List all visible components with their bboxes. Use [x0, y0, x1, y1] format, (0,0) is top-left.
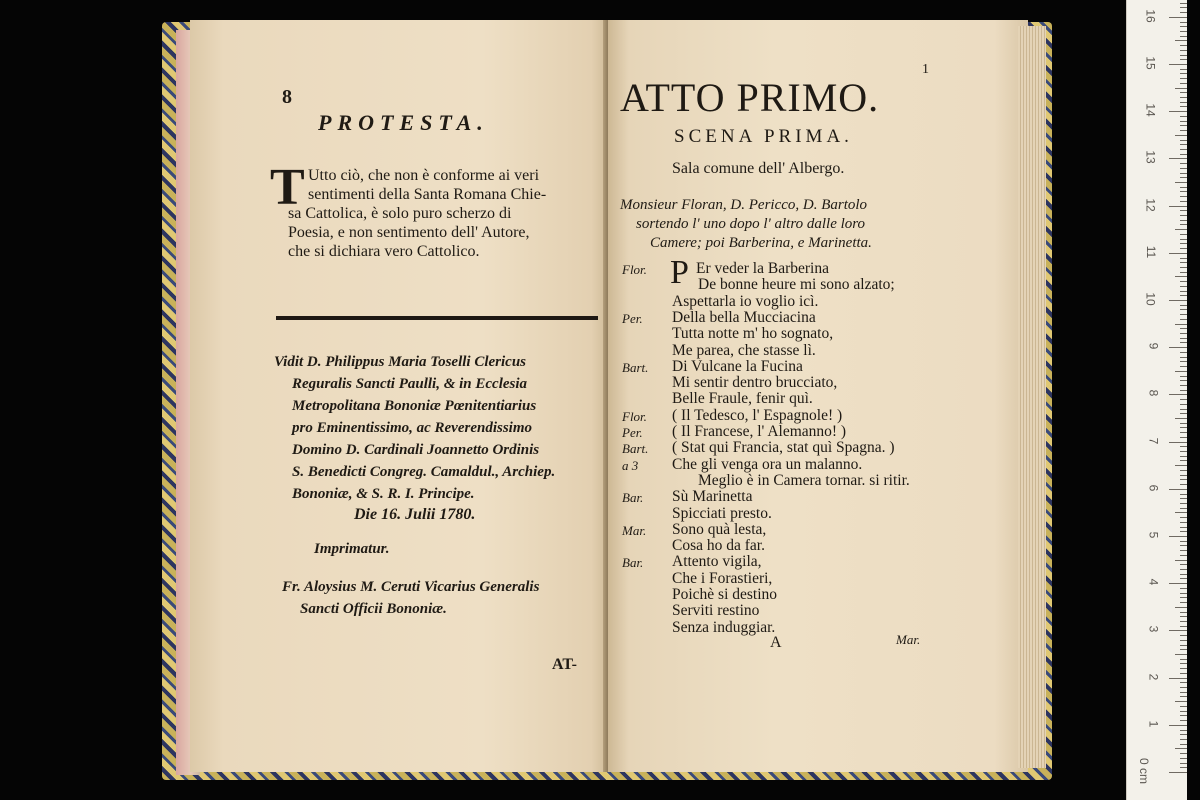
ruler-tick	[1180, 588, 1187, 589]
ruler-tick	[1180, 55, 1187, 56]
ruler-tick	[1180, 460, 1187, 461]
ruler-tick	[1175, 40, 1187, 41]
ruler-tick	[1180, 720, 1187, 721]
ruler-tick	[1175, 701, 1187, 702]
ruler-label: 9	[1146, 342, 1161, 350]
ruler-tick	[1180, 78, 1187, 79]
ruler-tick	[1180, 36, 1187, 37]
ruler-tick	[1180, 59, 1187, 60]
ruler-tick	[1180, 413, 1187, 414]
page-edges	[1018, 26, 1046, 768]
ruler-tick	[1180, 144, 1187, 145]
verse-line: Tutta notte m' ho sognato,	[672, 325, 834, 343]
ruler-tick	[1175, 748, 1187, 749]
ruler-tick	[1180, 602, 1187, 603]
approval-line: Reguralis Sancti Paulli, & in Ecclesia	[292, 376, 528, 392]
ruler-tick	[1180, 564, 1187, 565]
ruler-tick	[1180, 220, 1187, 221]
ruler-tick	[1180, 149, 1187, 150]
ruler-tick	[1180, 668, 1187, 669]
speaker-label: Bar.	[622, 490, 644, 506]
ruler-tick	[1180, 706, 1187, 707]
ruler-tick	[1175, 607, 1187, 608]
verse-line: Poichè si destino	[672, 586, 778, 603]
ruler-tick	[1169, 158, 1187, 159]
ruler-tick	[1180, 196, 1187, 197]
ruler-tick	[1180, 12, 1187, 13]
verse-line: Serviti restino	[672, 602, 760, 620]
ruler-tick	[1180, 574, 1187, 575]
ruler-tick	[1180, 593, 1187, 594]
speaker-label: Per.	[622, 425, 643, 440]
ruler-label: 15	[1143, 56, 1158, 70]
ruler-tick	[1180, 621, 1187, 622]
ruler-label: 4	[1146, 578, 1161, 586]
speaker-label: Mar.	[622, 522, 647, 538]
ruler-label: 12	[1143, 197, 1158, 212]
ruler-tick	[1180, 767, 1187, 768]
ruler-tick	[1180, 409, 1187, 410]
ruler-tick	[1180, 390, 1187, 391]
ruler-tick	[1180, 475, 1187, 476]
verse-line: Sù Marinetta	[672, 488, 753, 506]
ruler-tick	[1180, 730, 1187, 731]
catchword-right: Mar.	[896, 632, 921, 647]
ruler-tick	[1169, 347, 1187, 348]
ruler-tick	[1180, 97, 1187, 98]
ruler-tick	[1180, 734, 1187, 735]
ruler-tick	[1180, 319, 1187, 320]
approval-date: Die 16. Julii 1780.	[354, 506, 476, 523]
verse-line: ( Il Tedesco, l' Espagnole! )	[672, 406, 843, 424]
ruler-tick	[1180, 376, 1187, 377]
ruler-label: 3	[1146, 626, 1161, 633]
ruler-tick	[1180, 210, 1187, 211]
ruler-label: 2	[1146, 673, 1161, 680]
ruler-tick	[1180, 739, 1187, 740]
ruler-tick	[1180, 522, 1187, 523]
drop-cap: T	[270, 159, 305, 216]
ruler-tick	[1180, 432, 1187, 433]
ruler-tick	[1180, 456, 1187, 457]
signature-mark: A	[770, 634, 782, 651]
ruler-tick	[1180, 380, 1187, 381]
ruler-tick	[1169, 772, 1187, 773]
imprimatur: Imprimatur.	[314, 541, 390, 557]
ruler-tick	[1180, 508, 1187, 509]
approval-line: Bononiæ, & S. R. I. Principe.	[292, 486, 475, 502]
verse-line: Della bella Mucciacina	[672, 308, 816, 326]
ruler-tick	[1180, 106, 1187, 107]
ruler-tick	[1180, 555, 1187, 556]
cast-line: Monsieur Floran, D. Pericco, D. Bartolo	[620, 197, 868, 213]
ruler-tick	[1180, 352, 1187, 353]
ruler-tick	[1169, 206, 1187, 207]
verse-line: ( Il Francese, l' Alemanno! )	[672, 423, 847, 440]
ruler-label: 8	[1146, 390, 1161, 397]
ruler-tick	[1169, 253, 1187, 254]
ruler-tick	[1169, 489, 1187, 490]
ruler-tick	[1180, 711, 1187, 712]
ruler-tick	[1180, 763, 1187, 764]
ruler-tick	[1169, 111, 1187, 112]
verse-line: Meglio è in Camera tornar. si ritir.	[698, 471, 910, 489]
ruler-tick	[1180, 92, 1187, 93]
ruler-tick	[1180, 102, 1187, 103]
ruler-tick	[1180, 357, 1187, 358]
ruler-tick	[1180, 645, 1187, 646]
ruler-tick	[1180, 696, 1187, 697]
cast-line: sortendo l' uno dopo l' altro dalle loro	[636, 216, 866, 232]
ruler-tick	[1180, 140, 1187, 141]
verse-line: Er veder la Barberina	[696, 260, 829, 277]
speaker-label: Flor.	[622, 408, 647, 424]
signature-line: Fr. Aloysius M. Ceruti Vicarius Generalis	[282, 579, 540, 595]
ruler-tick	[1180, 215, 1187, 216]
ruler-tick	[1180, 446, 1187, 447]
ruler-label: 10	[1143, 292, 1158, 306]
ruler-label: 5	[1146, 531, 1161, 539]
approval-line: Vidit D. Philippus Maria Toselli Clericus	[274, 354, 526, 370]
ruler-label: 13	[1143, 150, 1158, 165]
ruler-tick	[1180, 258, 1187, 259]
ruler-tick	[1169, 64, 1187, 65]
ruler-tick	[1175, 512, 1187, 513]
ruler-tick	[1175, 465, 1187, 466]
ruler-tick	[1169, 678, 1187, 679]
ruler-tick	[1180, 248, 1187, 249]
speaker-label: Bart.	[622, 441, 649, 457]
ruler-tick	[1180, 121, 1187, 122]
ruler-tick	[1180, 404, 1187, 405]
ruler-tick	[1180, 3, 1187, 4]
ruler-tick	[1180, 470, 1187, 471]
ruler-tick	[1180, 541, 1187, 542]
ruler-label: 1	[1146, 720, 1161, 728]
protest-line: che si dichiara vero Cattolico.	[288, 243, 480, 260]
verse-line: Di Vulcane la Fucina	[672, 357, 803, 375]
ruler-tick	[1180, 305, 1187, 306]
verse-drop-cap: P	[670, 254, 689, 291]
ruler-tick	[1180, 177, 1187, 178]
ruler-tick	[1180, 267, 1187, 268]
ruler-tick	[1169, 17, 1187, 18]
measurement-ruler	[1126, 0, 1187, 800]
ruler-tick	[1180, 154, 1187, 155]
ruler-tick	[1175, 418, 1187, 419]
ruler-tick	[1180, 744, 1187, 745]
ruler-tick	[1180, 550, 1187, 551]
ruler-tick	[1180, 616, 1187, 617]
ruler-tick	[1180, 361, 1187, 362]
approval-line: pro Eminentissimo, ac Reverendissimo	[292, 420, 533, 436]
ruler-tick	[1180, 758, 1187, 759]
ruler-tick	[1180, 517, 1187, 518]
verse-line: Sono quà lesta,	[672, 520, 767, 538]
ruler-tick	[1180, 342, 1187, 343]
ruler-tick	[1180, 597, 1187, 598]
ruler-tick	[1180, 7, 1187, 8]
ruler-tick	[1180, 569, 1187, 570]
ruler-tick	[1180, 26, 1187, 27]
cast-line: Camere; poi Barberina, e Marinetta.	[650, 235, 872, 251]
ruler-tick	[1169, 725, 1187, 726]
verse-line: Cosa ho da far.	[672, 537, 765, 555]
ruler-tick	[1180, 545, 1187, 546]
ruler-tick	[1175, 560, 1187, 561]
speaker-label: Bar.	[622, 555, 644, 571]
ruler-tick	[1180, 687, 1187, 688]
protest-line: Poesia, e non sentimento dell' Autore,	[288, 224, 530, 241]
scene-title: SCENA PRIMA.	[674, 126, 853, 147]
ruler-tick	[1180, 484, 1187, 485]
ruler-tick	[1180, 663, 1187, 664]
ruler-tick	[1169, 394, 1187, 395]
ruler-label: 16	[1143, 9, 1158, 23]
page-number-left: 8	[282, 86, 292, 108]
speaker-label: Bart.	[622, 359, 649, 375]
ruler-tick	[1180, 333, 1187, 334]
ruler-tick	[1180, 578, 1187, 579]
ruler-tick	[1180, 173, 1187, 174]
protest-line: sa Cattolica, è solo puro scherzo di	[288, 205, 512, 222]
verse-line: De bonne heure mi sono alzato;	[698, 276, 895, 294]
ruler-tick	[1180, 201, 1187, 202]
ruler-label: 11	[1143, 245, 1158, 259]
ruler-tick	[1169, 583, 1187, 584]
verse-line: Aspettarla io voglio icì.	[672, 292, 819, 310]
ruler-tick	[1175, 276, 1187, 277]
ruler-label: 7	[1146, 437, 1161, 444]
verse-line: Mi sentir dentro brucciato,	[672, 374, 838, 392]
ruler-tick	[1180, 494, 1187, 495]
ruler-tick	[1180, 366, 1187, 367]
ruler-tick	[1180, 612, 1187, 613]
verse-line: Me parea, che stasse lì.	[672, 341, 816, 359]
ruler-tick	[1180, 125, 1187, 126]
ruler-tick	[1169, 630, 1187, 631]
ruler-tick	[1175, 371, 1187, 372]
ruler-tick	[1180, 715, 1187, 716]
verse-line: Belle Fraule, fenir quì.	[672, 390, 813, 408]
ruler-tick	[1175, 182, 1187, 183]
ruler-tick	[1180, 399, 1187, 400]
verse-line: Attento vigila,	[672, 553, 762, 571]
verse-line: Che i Forastieri,	[672, 569, 773, 587]
speaker-label: a 3	[622, 457, 639, 473]
ruler-tick	[1169, 536, 1187, 537]
protest-line: Utto ciò, che non è conforme ai veri	[308, 167, 540, 184]
ruler-tick	[1180, 314, 1187, 315]
ruler-tick	[1180, 272, 1187, 273]
ruler-tick	[1180, 309, 1187, 310]
ruler-tick	[1180, 130, 1187, 131]
ruler-tick	[1180, 295, 1187, 296]
verse-line: Senza induggiar.	[672, 618, 776, 636]
approval-line: Domino D. Cardinali Joannetto Ordinis	[292, 442, 540, 458]
ruler-tick	[1180, 73, 1187, 74]
ruler-tick	[1180, 498, 1187, 499]
protest-line: sentimenti della Santa Romana Chie-	[308, 186, 547, 203]
ruler-tick	[1180, 338, 1187, 339]
ruler-tick	[1180, 682, 1187, 683]
ruler-tick	[1180, 239, 1187, 240]
speaker-label: Flor.	[622, 262, 647, 277]
verse-line: ( Stat qui Francia, stat quì Spagna. )	[672, 439, 895, 457]
divider-rule	[276, 316, 598, 320]
verse-line: Che gli venga ora un malanno.	[672, 455, 863, 473]
ruler-tick	[1180, 291, 1187, 292]
ruler-tick	[1180, 286, 1187, 287]
ruler-tick	[1180, 437, 1187, 438]
ruler-tick	[1169, 442, 1187, 443]
ruler-tick	[1180, 479, 1187, 480]
ruler-label: 14	[1143, 103, 1158, 117]
ruler-tick	[1180, 503, 1187, 504]
ruler-tick	[1180, 163, 1187, 164]
ruler-tick	[1180, 531, 1187, 532]
protesta-heading: PROTESTA.	[318, 110, 489, 135]
signature-line: Sancti Officii Bononiæ.	[300, 601, 447, 617]
ruler-tick	[1180, 635, 1187, 636]
right-page	[608, 20, 1028, 772]
ruler-tick	[1169, 300, 1187, 301]
ruler-tick	[1180, 527, 1187, 528]
ruler-tick	[1175, 88, 1187, 89]
ruler-tick	[1180, 626, 1187, 627]
act-title: ATTO PRIMO.	[620, 75, 880, 120]
ruler-tick	[1180, 659, 1187, 660]
ruler-tick	[1180, 45, 1187, 46]
speaker-label: Per.	[622, 310, 643, 326]
ruler-tick	[1180, 69, 1187, 70]
ruler-label: 6	[1146, 484, 1161, 492]
ruler-tick	[1180, 262, 1187, 263]
ruler-tick	[1180, 168, 1187, 169]
verse-line: Spicciati presto.	[672, 504, 772, 522]
page-number-right: 1	[922, 62, 929, 77]
ruler-tick	[1175, 324, 1187, 325]
scene-setting: Sala comune dell' Albergo.	[672, 160, 845, 177]
ruler-tick	[1180, 673, 1187, 674]
ruler-label: 0 cm	[1136, 757, 1151, 785]
ruler-tick	[1180, 281, 1187, 282]
left-page	[190, 20, 608, 772]
ruler-tick	[1180, 116, 1187, 117]
ruler-tick	[1175, 135, 1187, 136]
ruler-tick	[1180, 243, 1187, 244]
approval-line: Metropolitana Bononiæ Pœnitentiarius	[292, 398, 537, 414]
ruler-tick	[1180, 22, 1187, 23]
ruler-tick	[1180, 427, 1187, 428]
catchword-left: AT-	[552, 656, 577, 673]
ruler-tick	[1175, 229, 1187, 230]
approval-line: S. Benedicti Congreg. Camaldul., Archiep.	[292, 464, 556, 480]
ruler-tick	[1180, 385, 1187, 386]
ruler-tick	[1175, 654, 1187, 655]
ruler-tick	[1180, 640, 1187, 641]
ruler-tick	[1180, 234, 1187, 235]
ruler-tick	[1180, 451, 1187, 452]
ruler-tick	[1180, 692, 1187, 693]
ruler-tick	[1180, 423, 1187, 424]
ruler-tick	[1180, 649, 1187, 650]
ruler-tick	[1180, 753, 1187, 754]
ruler-tick	[1180, 187, 1187, 188]
ruler-tick	[1180, 50, 1187, 51]
ruler-tick	[1180, 191, 1187, 192]
ruler-tick	[1180, 31, 1187, 32]
ruler-tick	[1180, 224, 1187, 225]
ruler-tick	[1180, 83, 1187, 84]
ruler-tick	[1180, 328, 1187, 329]
